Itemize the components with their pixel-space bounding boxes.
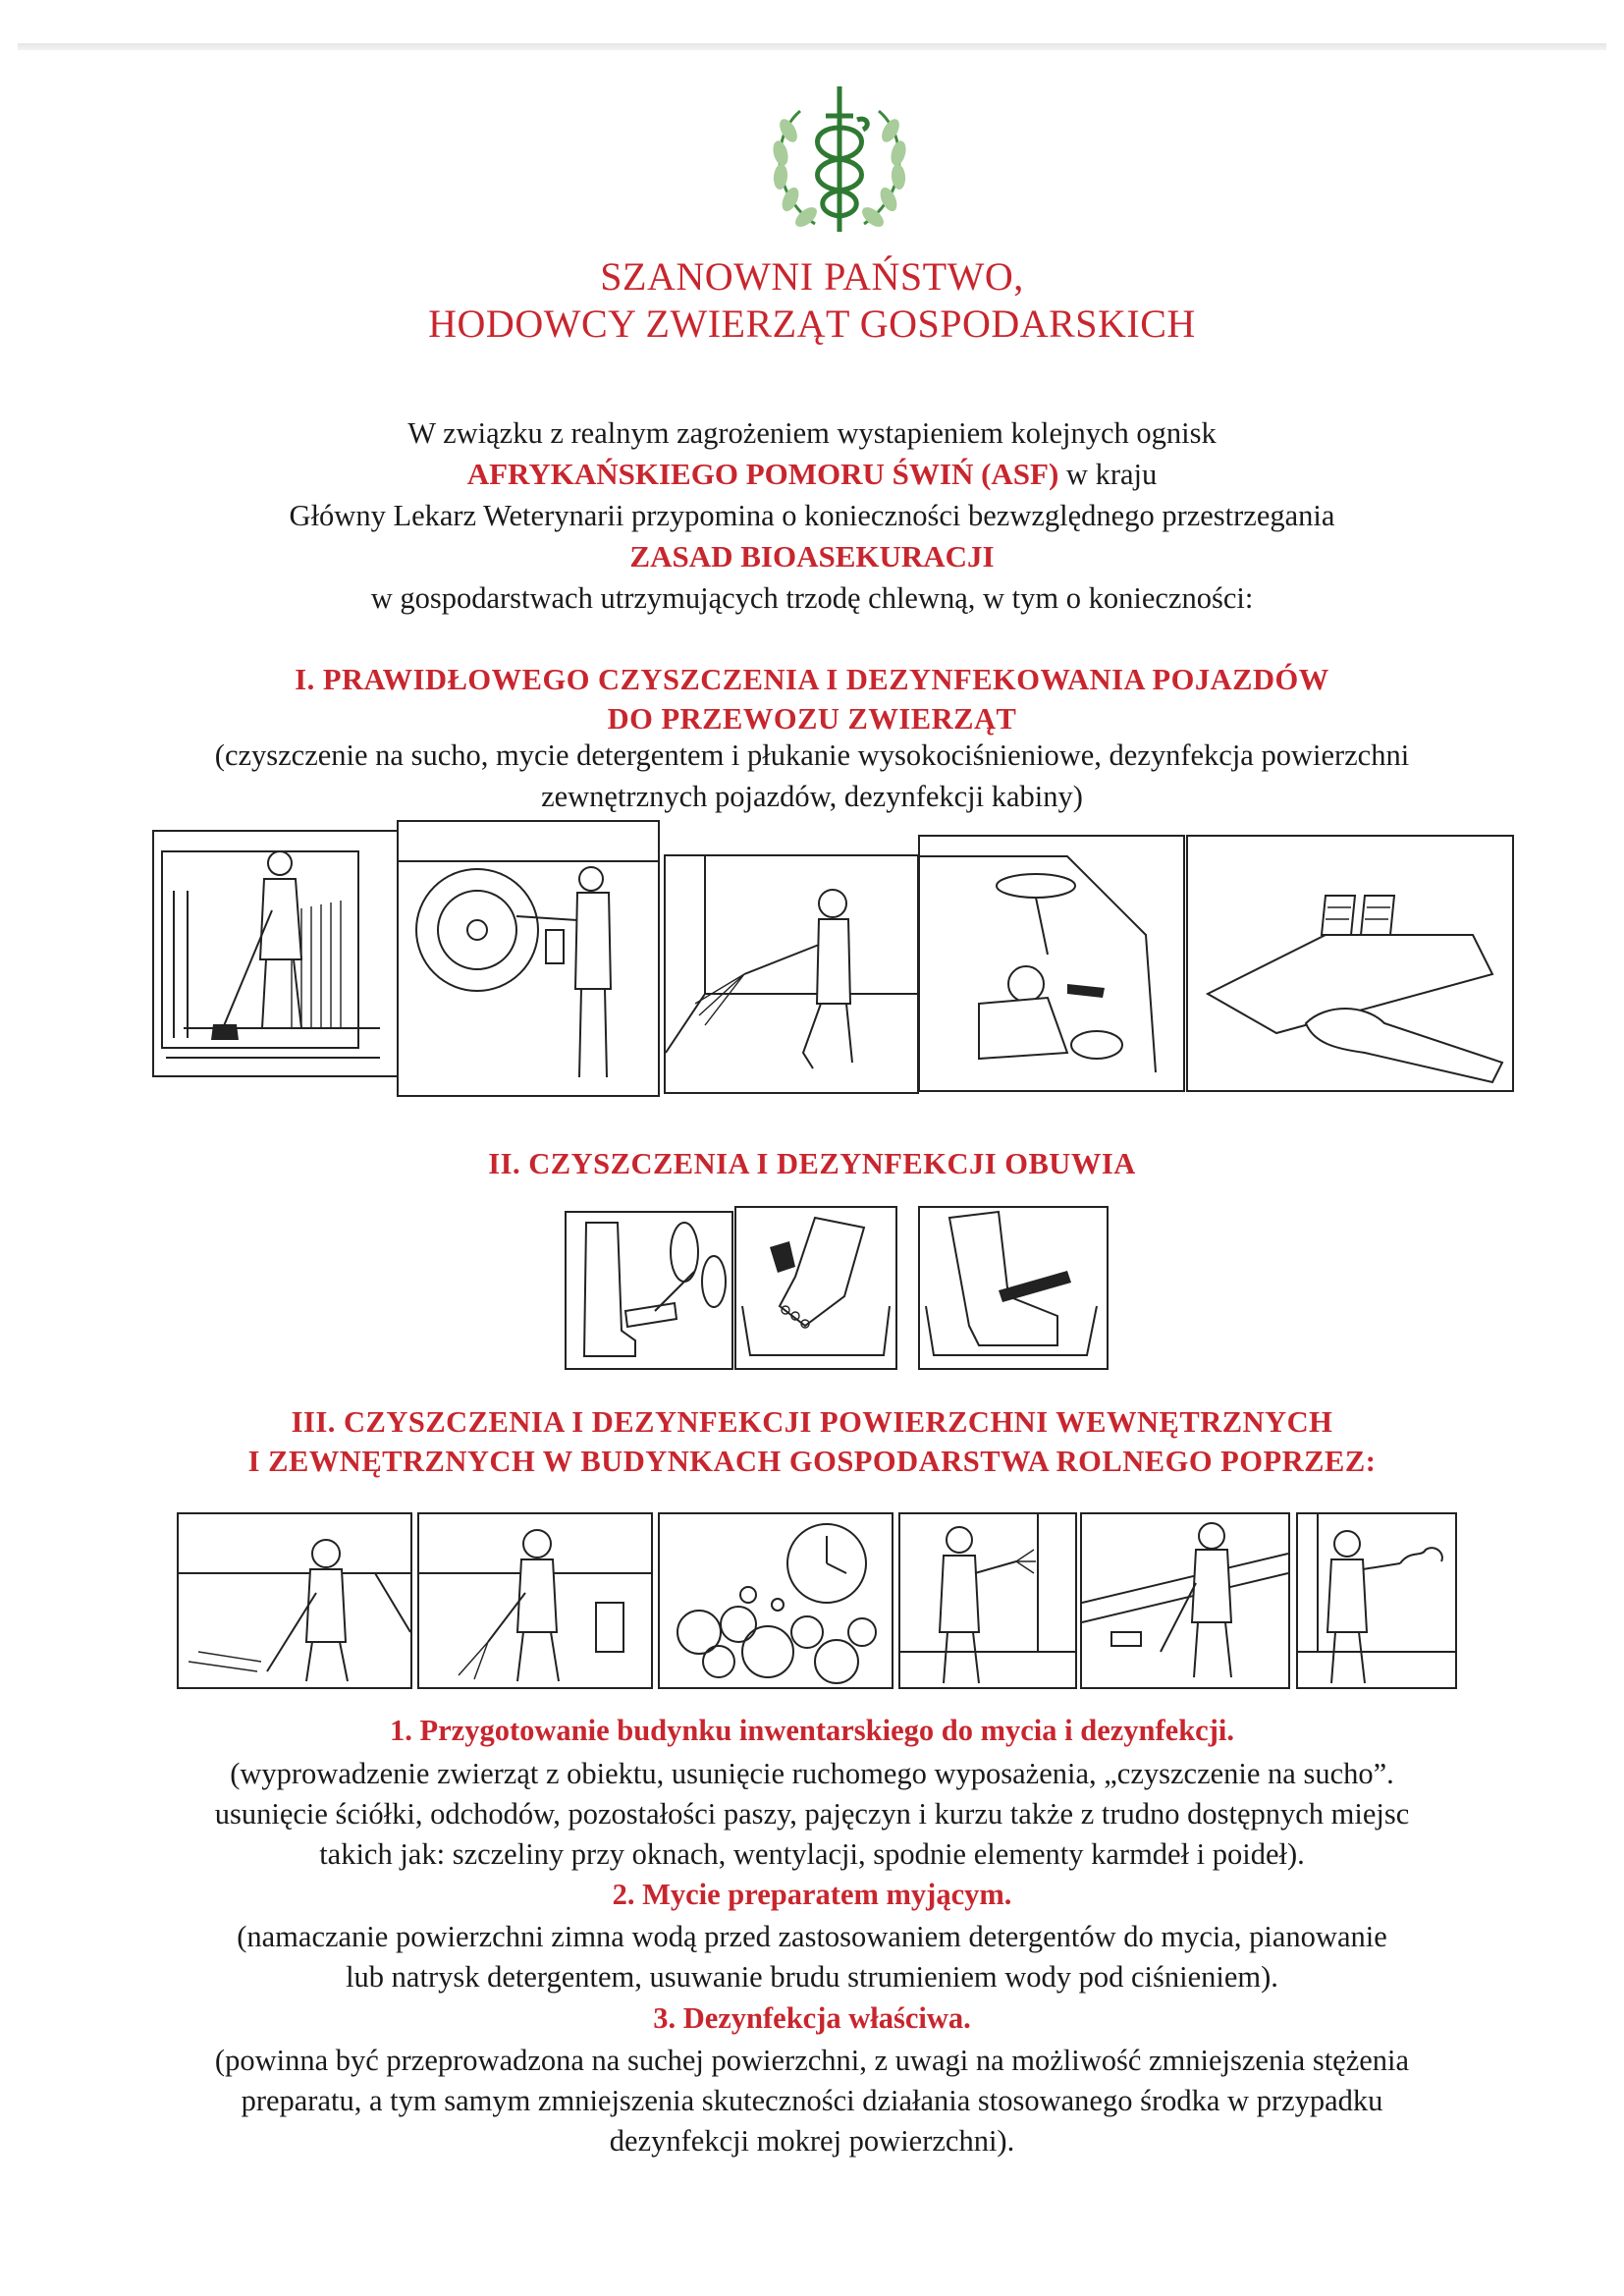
title-line-2: HODOWCY ZWIERZĄT GOSPODARSKICH xyxy=(428,301,1196,346)
step-2-title: 2. Mycie preparatem myjącym. xyxy=(612,1878,1012,1911)
step-1-line-2: usunięcie ściółki, odchodów, pozostałości paszy, pajęczyn i kurzu także z trudno dostępnych miejsc xyxy=(214,1797,1410,1831)
step-3-line-1: (powinna być przeprowadzona na suchej powierzchni, z uwagi na możliwość zmniejszenia stężenia xyxy=(214,2044,1410,2077)
step-2-line-2: lub natrysk detergentem, usuwanie brudu strumieniem wody pod ciśnieniem). xyxy=(346,1960,1278,1994)
spraying-wall-image xyxy=(898,1512,1077,1689)
boot-in-disinfection-tray-image xyxy=(918,1206,1109,1370)
asf-highlight: AFRYKAŃSKIEGO POMORU ŚWIŃ (ASF) xyxy=(466,457,1059,491)
section-3-heading-line-2: I ZEWNĘTRZNYCH W BUDYNKACH GOSPODARSTWA ROLNEGO POPRZEZ: xyxy=(247,1445,1377,1478)
intro-line-1: W związku z realnym zagrożeniem wystapieniem kolejnych ognisk xyxy=(407,416,1217,450)
section-1-heading-line-1: I. PRAWIDŁOWEGO CZYSZCZENIA I DEZYNFEKOWANIA POJAZDÓW xyxy=(295,663,1329,696)
cleaning-cab-image xyxy=(918,835,1185,1092)
step-2-line-1: (namaczanie powierzchni zimna wodą przed zastosowaniem detergentów do mycia, pianowanie xyxy=(237,1920,1387,1953)
section-3-heading-line-1: III. CZYSZCZENIA I DEZYNFEKCJI POWIERZCHNI WEWNĘTRZNYCH xyxy=(291,1405,1333,1439)
step-1-title: 1. Przygotowanie budynku inwentarskiego do mycia i dezynfekcji. xyxy=(390,1714,1234,1747)
sweeping-vehicle-floor-image xyxy=(152,830,400,1077)
fogging-image xyxy=(1296,1512,1457,1689)
foam-bubbles-clock-image xyxy=(658,1512,893,1689)
pressure-washing-interior-image xyxy=(664,854,919,1094)
intro-line-2 xyxy=(0,454,1624,495)
brushing-sole-in-tray-image xyxy=(734,1206,897,1370)
section-1-heading-line-2: DO PRZEWOZU ZWIERZĄT xyxy=(607,702,1017,736)
washing-channel-image xyxy=(1080,1512,1290,1689)
section-2-heading: II. CZYSZCZENIA I DEZYNFEKCJI OBUWIA xyxy=(488,1147,1136,1180)
title-line-1: SZANOWNI PAŃSTWO, xyxy=(600,254,1024,299)
sweeping-floor-image xyxy=(177,1512,412,1689)
section-1-desc-line-1: (czyszczenie na sucho, mycie detergentem i płukanie wysokociśnieniowe, dezynfekcja powierzchni xyxy=(214,738,1410,772)
step-1-line-1: (wyprowadzenie zwierząt z obiektu, usunięcie ruchomego wyposażenia, „czyszczenie na sucho”. xyxy=(230,1757,1394,1790)
wiping-pedals-image xyxy=(1186,835,1514,1092)
brushing-boots-image xyxy=(565,1211,733,1370)
spraying-floor-image xyxy=(417,1512,653,1689)
intro-line-5: w gospodarstwach utrzymujących trzodę chlewną, w tym o konieczności: xyxy=(370,581,1254,615)
intro-line-4 xyxy=(0,536,1624,577)
step-1-line-3: takich jak: szczeliny przy oknach, wentylacji, spodnie elementy karmdeł i poideł). xyxy=(319,1837,1305,1871)
step-3-title: 3. Dezynfekcja właściwa. xyxy=(653,2001,971,2035)
intro-line-2-rest: w kraju xyxy=(1058,458,1158,491)
caduceus-sword-laurel-icon xyxy=(741,77,938,244)
step-3-line-2: preparatu, a tym samym zmniejszenia skuteczności działania stosowanego środka w przypadku xyxy=(241,2084,1383,2117)
washing-truck-wheel-image xyxy=(397,820,660,1097)
bioasekuracja-highlight: ZASAD BIOASEKURACJI xyxy=(629,539,995,574)
top-rule xyxy=(18,43,1606,50)
step-3-line-3: dezynfekcji mokrej powierzchni). xyxy=(609,2124,1015,2158)
section-1-desc-line-2: zewnętrznych pojazdów, dezynfekcji kabiny) xyxy=(541,780,1083,813)
intro-line-3: Główny Lekarz Weterynarii przypomina o konieczności bezwzględnego przestrzegania xyxy=(289,499,1335,532)
